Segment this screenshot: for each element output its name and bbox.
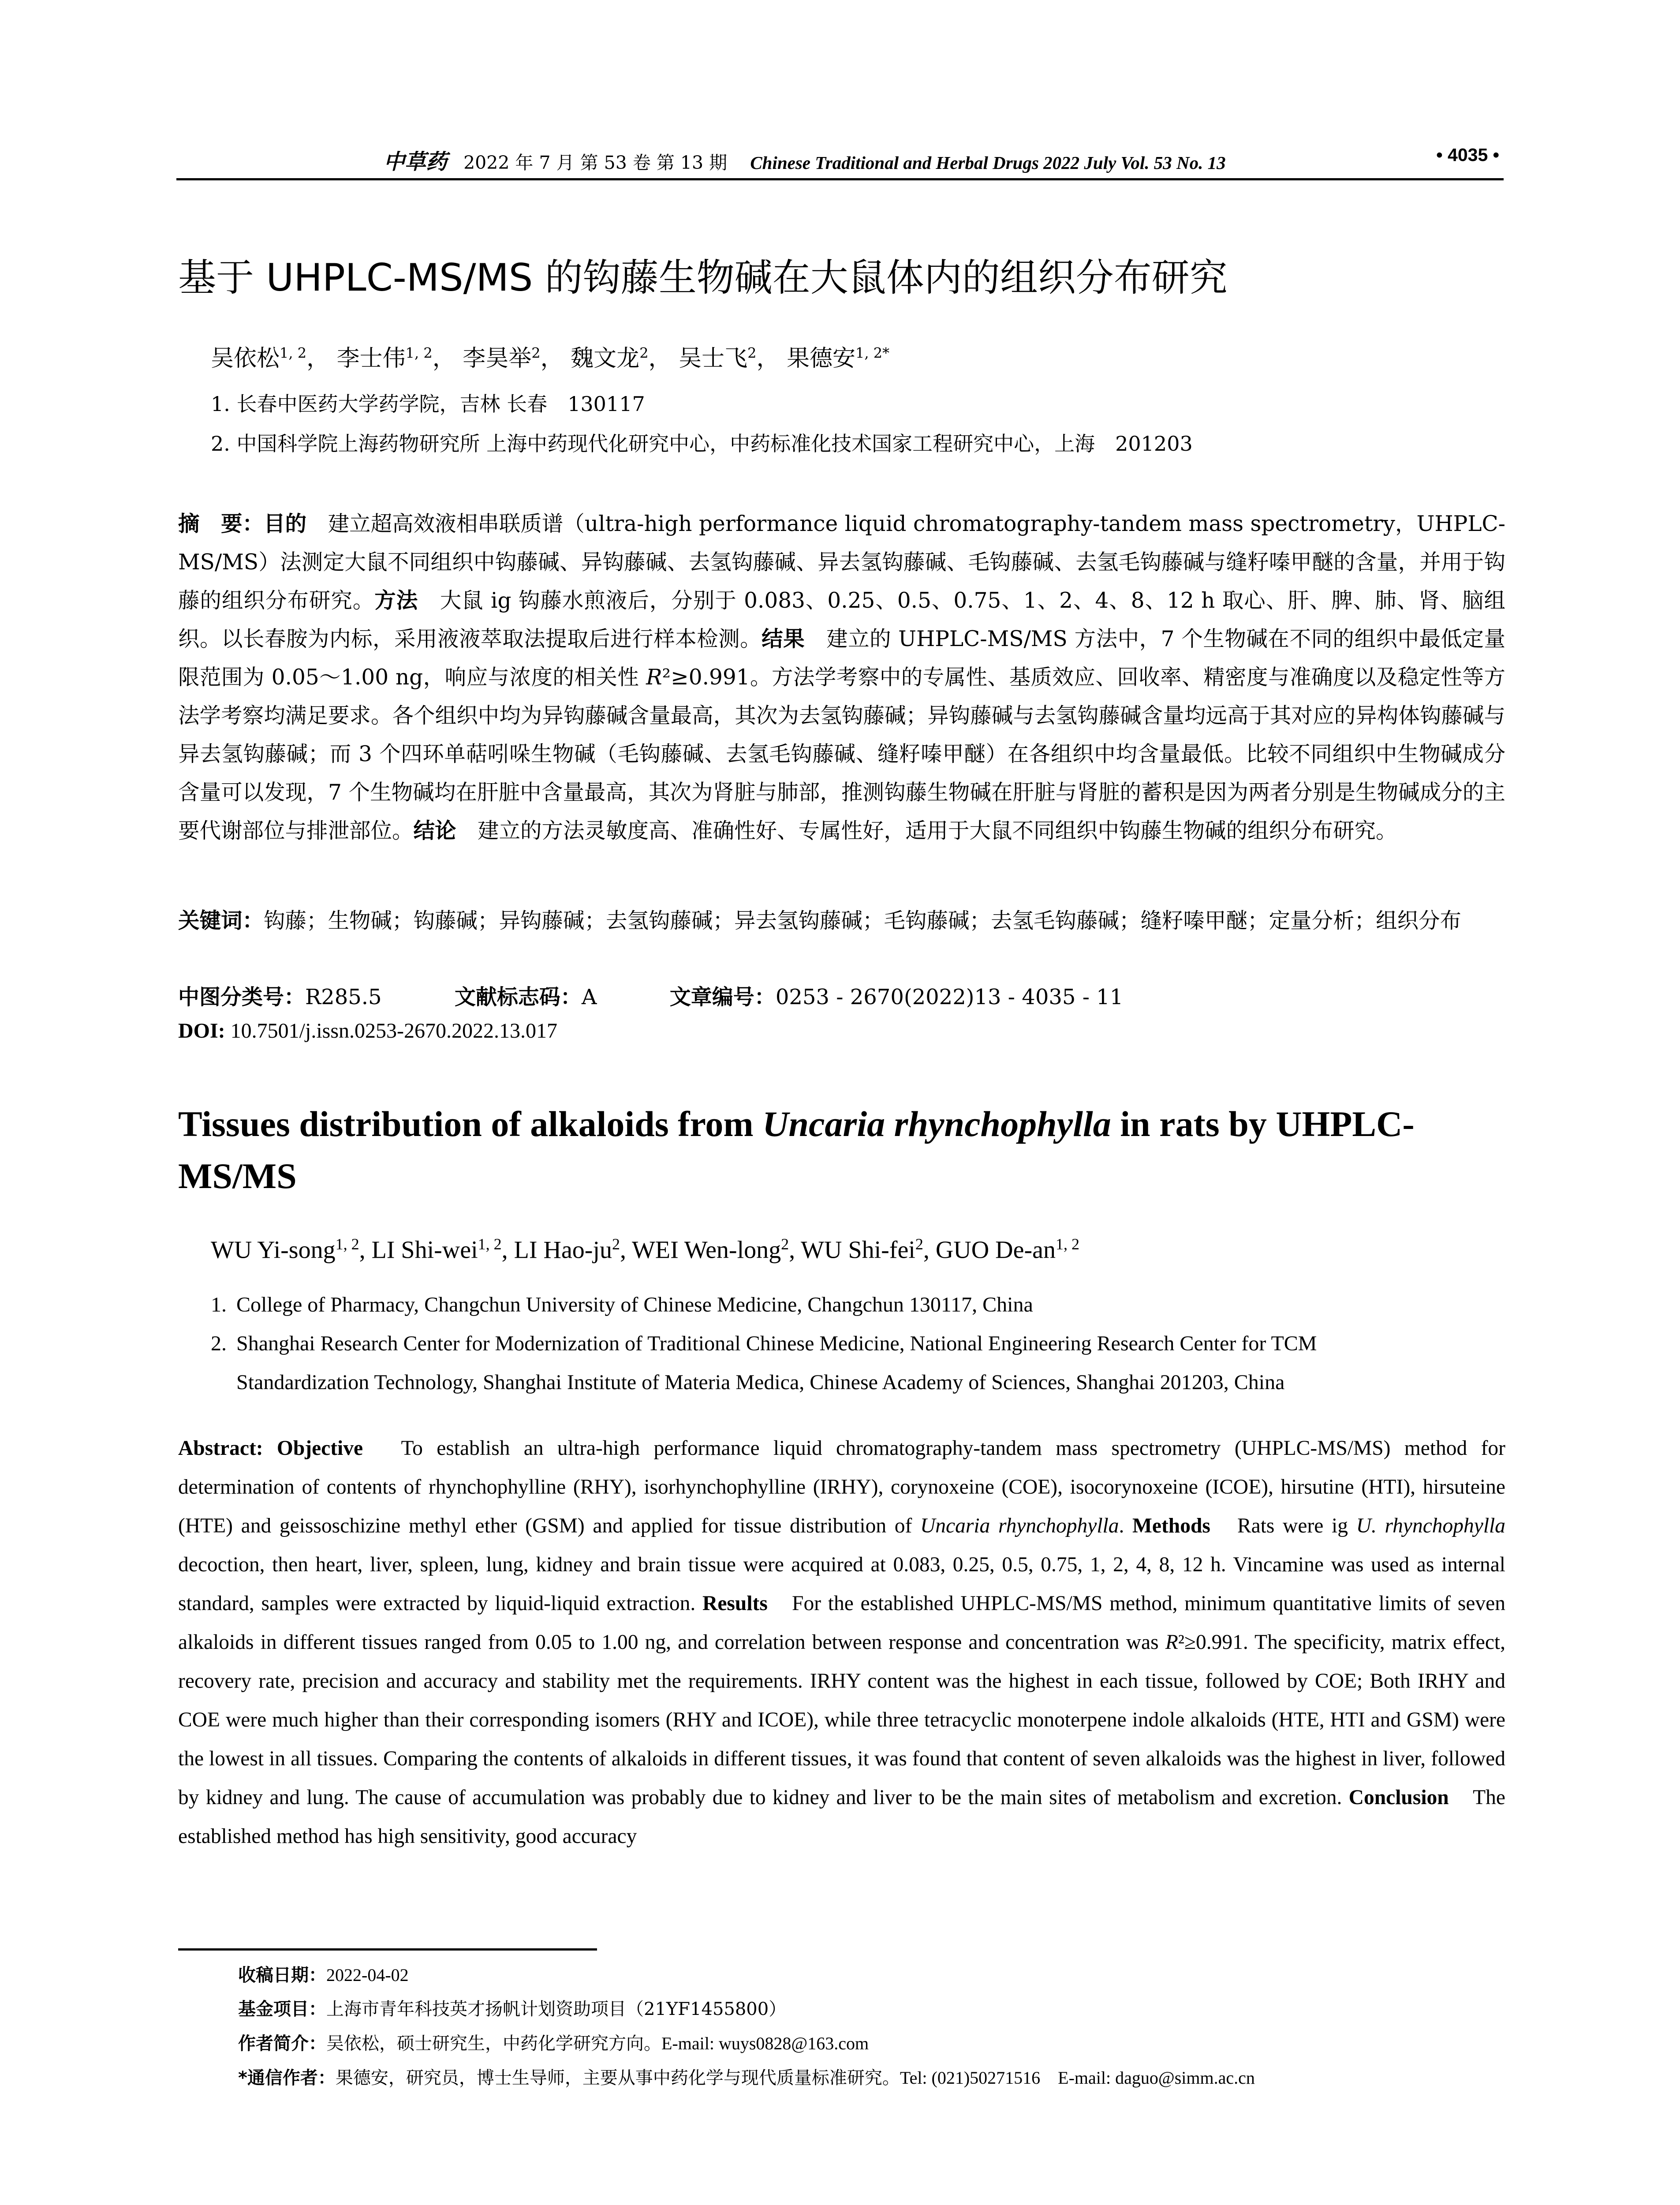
author-list-en: WU Yi-song$^{1, 2}$, LI Shi-wei$^{1, 2}$, LI Hao-$ju^2$, WEI Wen-long$^2$, WU Shi-fei$^2$, GUO De-an$^{1, 2}$ — [211, 1235, 1079, 1264]
journal-logo-text: 中草药 — [384, 149, 448, 174]
affiliation-cn-1: 1. 长春中医药大学药学院，吉林 长春 130117 — [211, 392, 645, 416]
document-code: A — [581, 985, 597, 1009]
abstract-label: 摘 要： — [178, 512, 264, 536]
header-issue-cn: 2022 年 7 月 第 53 卷 第 13 期 — [463, 152, 728, 173]
results-label: 结果 — [762, 627, 805, 651]
author-list-cn: 吴依松$^{1, 2}$， 李士伟$^{1, 2}$， 李昊举$^2$， 魏文龙$^2$， 吴士飞$^2$， 果德安$^{1, 2*}$ — [211, 344, 890, 372]
abstract-en: Abstract: Objective To establish an ultra-high performance liquid chromatography-tandem mass spectrometry (UHPLC-MS/MS) method for determination of contents of rhynchophylline (RHY), isorhynchophylline (IRHY), corynoxeine (COE), isocorynoxeine (ICOE), hirsutine (HTI), hirsuteine (HTE) and geissoschizine methyl ether (GSM) and applied for tissue distribution of Uncaria rhynchophylla. Methods Rats were ig U. rhynchophylla decoction, then heart, liver, spleen, lung, kidney and brain tissue were acquired at 0.083, 0.25, 0.5, 0.75, 1, 2, 4, 8, 12 h. Vincamine was used as internal standard, samples were extracted by liquid-liquid extraction. Results For the established UHPLC-MS/MS method, minimum quantitative limits of seven alkaloids in different tissues ranged from 0.05 to 1.00 ng, and correlation between response and concentration was R²≥0.991. The specificity, matrix effect, recovery rate, precision and accuracy and stability met the requirements. IRHY content was the highest in each tissue, followed by COE; Both IRHY and COE were much higher than their corresponding isomers (RHY and ICOE), while three tetracyclic monoterpene indole alkaloids (HTE, HTI and GSM) were the lowest in all tissues. Comparing the contents of alkaloids in different tissues, it was found that content of seven alkaloids was the highest in liver, followed by kidney and lung. The cause of accumulation was probably due to kidney and liver to be the main sites of metabolism and excretion. Conclusion The established method has high sensitivity, good accuracy — [178, 1437, 1506, 1848]
author-cn: 吴依松 — [211, 345, 280, 372]
author-cn: 吴士飞 — [679, 345, 748, 372]
affiliation-en-2: 2. Shanghai Research Center for Modernization of Traditional Chinese Medicine, National Engineering Research Center for TCM Standardization Technology, Shanghai Institute of Materia Medica, Chinese Academy of Sciences, Shanghai 201203, China — [211, 1332, 1317, 1394]
keywords-cn — [178, 902, 1505, 940]
footnote-corresponding: *通信作者：果德安，研究员，博士生导师，主要从事中药化学与现代质量标准研究。Tel: (021)50271516 E-mail: daguo@simm.ac.cn — [238, 2068, 1255, 2088]
clc-number: R285.5 — [305, 985, 382, 1009]
keywords-label: 关键词： — [178, 908, 264, 933]
author-cn: 李昊举 — [463, 345, 532, 372]
article-title-en: Tissues distribution of alkaloids from Uncaria rhynchophylla in rats by UHPLC-MS/MS — [178, 1104, 1415, 1196]
footnote-received: 收稿日期：2022-04-02 — [238, 1965, 409, 1985]
objective-text: 建立超高效液相串联质谱（ultra-high performance liquid chromatography-tandem mass spectrometry，UHPLC-MS/MS）法测定大鼠不同组织中钩藤碱、异钩藤碱、去氢钩藤碱、异去氢钩藤碱、毛钩藤碱、去氢毛钩藤碱与缝籽嗪甲醚的含量，并用于钩藤的组织分布研究。 — [178, 512, 1505, 613]
doi-line: DOI: 10.7501/j.issn.0253-2670.2022.13.017 — [178, 1019, 558, 1043]
conclusion-text: 建立的方法灵敏度高、准确性好、专属性好，适用于大鼠不同组织中钩藤生物碱的组织分布研究。 — [456, 818, 1397, 843]
header-journal-info — [384, 145, 1226, 175]
methods-label: 方法 — [374, 588, 418, 613]
objective-label: 目的 — [264, 512, 307, 536]
footnote-divider — [178, 1948, 597, 1951]
author-cn: 李士伟 — [336, 345, 406, 372]
article-title-cn: 基于 UHPLC-MS/MS 的钩藤生物碱在大鼠体内的组织分布研究 — [178, 256, 1228, 300]
author-en: WEI Wen-long — [632, 1236, 781, 1264]
results-en-label: Results — [702, 1592, 768, 1615]
author-en: GUO De-an — [935, 1236, 1056, 1264]
author-en: WU Shi-fei — [801, 1236, 915, 1264]
classification-row: 中图分类号：R285.5 文献标志码：A 文章编号：0253 - 2670(2022)13 - 4035 - 11 — [178, 985, 1124, 1009]
page-number: • 4035 • — [1436, 145, 1499, 165]
footnote-fund: 基金项目：上海市青年科技英才扬帆计划资助项目（21YF1455800） — [238, 1999, 787, 2019]
footnote-author: 作者简介：吴依松，硕士研究生，中药化学研究方向。E-mail: wuys0828@163.com — [238, 2033, 869, 2054]
keywords-text: 钩藤；生物碱；钩藤碱；异钩藤碱；去氢钩藤碱；异去氢钩藤碱；毛钩藤碱；去氢毛钩藤碱；缝籽嗪甲醚；定量分析；组织分布 — [264, 908, 1462, 933]
article-number: 0253 - 2670(2022)13 - 4035 - 11 — [775, 985, 1124, 1009]
conclusion-en-label: Conclusion — [1348, 1786, 1449, 1809]
doi-value: 10.7501/j.issn.0253-2670.2022.13.017 — [225, 1019, 558, 1043]
footnotes — [238, 1958, 1255, 2095]
affiliation-en-1: 1. College of Pharmacy, Changchun University of Chinese Medicine, Changchun 130117, China — [211, 1293, 1033, 1316]
methods-en-label: Methods — [1132, 1514, 1210, 1537]
abstract-en-label: Abstract: Objective — [178, 1437, 363, 1460]
conclusion-label: 结论 — [413, 818, 456, 843]
affiliation-cn-2: 2. 中国科学院上海药物研究所 上海中药现代化研究中心，中药标准化技术国家工程研究中心，上海 201203 — [211, 432, 1193, 456]
author-en: LI Hao-ju — [514, 1236, 612, 1264]
author-en: LI Shi-wei — [371, 1236, 478, 1264]
header-issue-en: Chinese Traditional and Herbal Drugs 2022 July Vol. 53 No. 13 — [750, 153, 1226, 173]
author-cn: 魏文龙 — [571, 345, 640, 372]
methods-text: 大鼠 ig 钩藤水煎液后，分别于 0.083、0.25、0.5、0.75、1、2、4、8、12 h 取心、肝、脾、肺、肾、脑组织。以长春胺为内标，采用液液萃取法提取后进行样本检测。 — [178, 588, 1505, 651]
running-header — [176, 141, 1504, 180]
results-text: 建立的 UHPLC-MS/MS 方法中，7 个生物碱在不同的组织中最低定量限范围为 0.05～1.00 ng，响应与浓度的相关性 — [178, 627, 1505, 690]
abstract-cn: 摘 要：目的 建立超高效液相串联质谱（ultra-high performance liquid chromatography-tandem mass spectrometry，UHPLC-MS/MS）法测定大鼠不同组织中钩藤碱、异钩藤碱、去氢钩藤碱、异去氢钩藤碱、毛钩藤碱、去氢毛钩藤碱与缝籽嗪甲醚的含量，并用于钩藤的组织分布研究。方法 大鼠 ig 钩藤水煎液后，分别于 0.083、0.25、0.5、0.75、1、2、4、8、12 h 取心、肝、脾、肺、肾、脑组织。以长春胺为内标，采用液液萃取法提取后进行样本检测。结果 建立的 UHPLC-MS/MS 方法中，7 个生物碱在不同的组织中最低定量限范围为 0.05～1.00 ng，响应与浓度的相关性 R²≥0.991。方法学考察中的专属性、基质效应、回收率、精密度与准确度以及稳定性等方法学考察均满足要求。各个组织中均为异钩藤碱含量最高，其次为去氢钩藤碱；异钩藤碱与去氢钩藤碱含量均远高于其对应的异构体钩藤碱与异去氢钩藤碱；而 3 个四环单萜吲哚生物碱（毛钩藤碱、去氢毛钩藤碱、缝籽嗪甲醚）在各组织中均含量最低。比较不同组织中生物碱成分含量可以发现，7 个生物碱均在肝脏中含量最高，其次为肾脏与肺部，推测钩藤生物碱在肝脏与肾脏的蓄积是因为两者分别是生物碱成分的主要代谢部位与排泄部位。结论 建立的方法灵敏度高、准确性好、专属性好，适用于大鼠不同组织中钩藤生物碱的组织分布研究。 — [178, 512, 1505, 843]
author-en: WU Yi-song — [211, 1236, 336, 1264]
author-cn: 果德安 — [787, 345, 856, 372]
